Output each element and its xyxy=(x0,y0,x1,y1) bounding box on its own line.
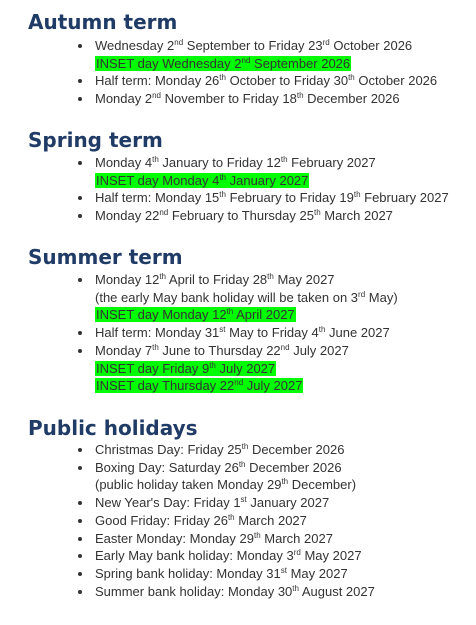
list-item: New Year's Day: Friday 1st January 2027 xyxy=(0,494,476,512)
half-term-item: Half term: Monday 15th February to Friday 19th February 2027 xyxy=(0,189,476,207)
spring-term-list xyxy=(0,154,476,225)
list-item: Wednesday 2nd September to Friday 23rd October 2026 xyxy=(0,37,476,55)
list-item: Good Friday: Friday 26th March 2027 xyxy=(0,512,476,530)
autumn-term-heading: Autumn term xyxy=(28,10,178,34)
list-item: Monday 2nd November to Friday 18th December 2026 xyxy=(0,90,476,108)
list-item-note: (the early May bank holiday will be taken on 3rd May) xyxy=(95,289,398,305)
public-holidays-list xyxy=(0,441,476,600)
inset-day-item: INSET day Monday 12th April 2027 xyxy=(96,307,295,323)
list-item: Early May bank holiday: Monday 3rd May 2027 xyxy=(0,547,476,565)
public-holidays-heading: Public holidays xyxy=(28,416,198,440)
inset-day-item: INSET day Wednesday 2nd September 2026 xyxy=(96,55,351,71)
spring-term-heading: Spring term xyxy=(28,128,163,152)
inset-day-item: INSET day Friday 9th July 2027 xyxy=(96,360,276,376)
list-item-note: (public holiday taken Monday 29th December) xyxy=(95,477,357,493)
half-term-item: Half term: Monday 26th October to Friday 30th October 2026 xyxy=(0,72,476,90)
list-item: Summer bank holiday: Monday 30th August 2027 xyxy=(0,583,476,601)
list-item: Easter Monday: Monday 29th March 2027 xyxy=(0,530,476,548)
list-item: Monday 7th June to Thursday 22nd July 2027 xyxy=(0,342,476,360)
list-item: Boxing Day: Saturday 26th December 2026 xyxy=(0,459,476,477)
inset-day-item: INSET day Thursday 22nd July 2027 xyxy=(96,378,303,394)
list-item: Monday 12th April to Friday 28th May 2027 xyxy=(0,271,476,289)
autumn-term-list xyxy=(0,37,476,108)
half-term-item: Half term: Monday 31st May to Friday 4th June 2027 xyxy=(0,324,476,342)
summer-term-list xyxy=(0,271,476,395)
list-item: Monday 4th January to Friday 12th February 2027 xyxy=(0,154,476,172)
list-item: Christmas Day: Friday 25th December 2026 xyxy=(0,441,476,459)
inset-day-item: INSET day Monday 4th January 2027 xyxy=(96,172,309,188)
summer-term-heading: Summer term xyxy=(28,245,183,269)
list-item: Monday 22nd February to Thursday 25th March 2027 xyxy=(0,207,476,225)
list-item: Spring bank holiday: Monday 31st May 2027 xyxy=(0,565,476,583)
